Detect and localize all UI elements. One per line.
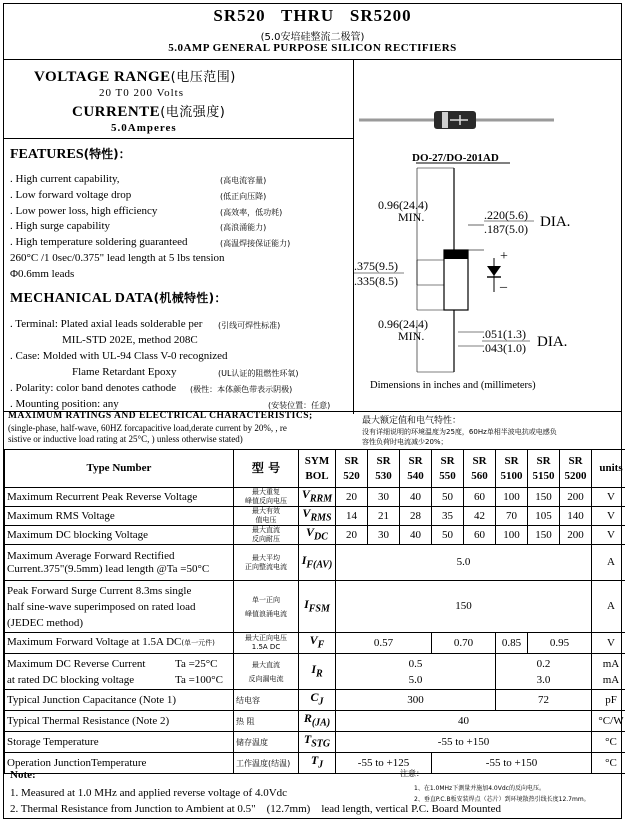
mech-polarity: . Polarity: color band denotes cathode — [10, 382, 177, 394]
body-length-min: .335(8.5) — [354, 274, 398, 288]
features-line-1: 260°C /1 0sec/0.375" lead length at 5 lbs tension — [10, 252, 225, 264]
page-subtitle: 5.0AMP GENERAL PURPOSE SILICON RECTIFIERS — [168, 42, 457, 54]
note-2-cn: 2、垂直P.C.B板安装焊点（芯片）到环境散热引线长度12.7mm。 — [414, 796, 590, 803]
symbol: V — [309, 633, 318, 648]
feature-text-cn: (高电流容量) — [220, 176, 267, 185]
row-label: half sine-wave superimposed on rated load — [7, 600, 196, 613]
value-cell: 40 — [400, 526, 432, 545]
row-label: (JEDEC method) — [7, 616, 84, 629]
unit-cell: mA — [602, 673, 620, 686]
symbol-header-1: SYM — [304, 454, 330, 467]
mech-title-cn: (机械特性)： — [153, 291, 227, 305]
row-label-cn: 工作温度(结温) — [234, 753, 299, 774]
row-label: Storage Temperature — [5, 732, 234, 753]
symbol-subscript: F(AV) — [306, 559, 333, 571]
value-cell: 60 — [464, 526, 496, 545]
feature-text-cn: (高温焊接保证能力) — [220, 239, 291, 249]
model-header — [528, 450, 560, 488]
body-dia-min: .187(5.0) — [484, 222, 528, 236]
value-cell: -55 to +125 — [336, 753, 432, 774]
datasheet-frame — [3, 3, 622, 819]
value-cell: 30 — [368, 488, 400, 507]
current-label-cn: (电流强度) — [160, 105, 226, 120]
unit-cell: V — [592, 633, 625, 654]
feature-text: . Low forward voltage drop — [10, 188, 132, 201]
value-cell: 5.0 — [408, 673, 423, 686]
model-header — [400, 450, 432, 488]
feature-text: . High temperature soldering guaranteed — [10, 236, 188, 249]
current-value: 5.0Amperes — [111, 122, 177, 134]
model-header — [336, 450, 368, 488]
row-label-condition: Ta =25°C — [175, 657, 218, 670]
model-prefix: SR — [472, 454, 487, 467]
symbol: V — [306, 525, 315, 540]
value-cell: 20 — [336, 526, 368, 545]
value-cell: 0.5 — [408, 657, 423, 670]
row-label-note-cn: (单一元件) — [181, 639, 215, 647]
row-label: Maximum Recurrent Peak Reverse Voltage — [5, 488, 234, 507]
symbol: V — [302, 506, 311, 521]
value-cell: 0.85 — [496, 633, 528, 654]
symbol: I — [311, 661, 316, 676]
row-label: Maximum DC Reverse Current — [7, 657, 146, 670]
table-row — [5, 633, 625, 654]
row-label-cn: 反向漏电流 — [248, 674, 284, 683]
model-header — [464, 450, 496, 488]
row-label-cn: 峰值反向电压 — [245, 497, 287, 505]
row-label-cn: 储存温度 — [234, 732, 299, 753]
row-label: Peak Forward Surge Current 8.3ms single — [7, 584, 192, 597]
divider — [4, 138, 353, 139]
model-number: 550 — [439, 469, 456, 482]
mech-terminal-2: MIL-STD 202E, method 208C — [62, 334, 198, 346]
feature-text: . High surge capability — [10, 220, 110, 233]
symbol-subscript: FSM — [308, 603, 330, 615]
note-1: 1. Measured at 1.0 MHz and applied reverse voltage of 4.0Vdc — [10, 787, 288, 799]
symbol-subscript: RMS — [310, 512, 332, 524]
model-prefix: SR — [536, 454, 551, 467]
ratings-line-2: (single-phase, half-wave, 60HZ forcapacitive load,derate current by 20%, , re — [8, 423, 287, 433]
row-label-cn: 最大平均 — [252, 553, 280, 562]
row-label-cn: 反向耐压 — [252, 535, 280, 543]
model-prefix: SR — [504, 454, 519, 467]
notes-title-cn: 注意： — [400, 769, 424, 778]
row-label-cn: 最大正向电压 — [245, 634, 287, 642]
value-cell: 30 — [368, 526, 400, 545]
row-label: Typical Junction Capacitance (Note 1) — [5, 690, 234, 711]
model-header — [432, 450, 464, 488]
value-cell: 20 — [336, 488, 368, 507]
model-number: 520 — [343, 469, 360, 482]
table-row — [5, 488, 625, 507]
value-cell: 0.57 — [336, 633, 432, 654]
feature-text-cn: (低正向压降) — [220, 191, 267, 201]
table-row — [5, 654, 625, 690]
page-subtitle-cn: (5.0安培硅整流二极管) — [260, 32, 365, 43]
units-header: units — [592, 450, 625, 488]
row-label: Typical Thermal Resistance (Note 2) — [5, 711, 234, 732]
value-cell: 72 — [496, 690, 592, 711]
value-cell: 150 — [336, 581, 592, 633]
dia-label-body: DIA. — [540, 214, 571, 230]
symbol: I — [304, 596, 309, 611]
note-1-cn: 1、在1.0MHz下测量并施加4.0Vdc的反向电压。 — [414, 785, 545, 792]
cathode-band — [444, 250, 468, 259]
model-prefix: SR — [408, 454, 423, 467]
symbol-subscript: RRM — [309, 493, 333, 505]
lead-min-bottom: MIN. — [398, 329, 425, 343]
table-row — [5, 526, 625, 545]
symbol: C — [310, 690, 319, 705]
type-number-header: Type Number — [5, 450, 234, 488]
feature-item — [10, 220, 350, 235]
value-cell: 28 — [400, 507, 432, 526]
symbol: T — [303, 732, 312, 747]
unit-cell: V — [592, 488, 625, 507]
model-header — [560, 450, 592, 488]
feature-text: . High current capability, — [10, 173, 120, 185]
symbol: V — [301, 487, 310, 502]
symbol: R — [303, 711, 312, 726]
value-cell: 40 — [400, 488, 432, 507]
voltage-range-value: 20 T0 200 Volts — [99, 87, 184, 99]
lead-min-top: MIN. — [398, 210, 425, 224]
voltage-range-label: VOLTAGE RANGE — [34, 69, 171, 85]
row-label-cn: 最大有效 — [252, 507, 280, 515]
unit-cell: pF — [592, 690, 625, 711]
row-label-cn: 最大直流 — [252, 660, 280, 669]
table-row — [5, 545, 625, 581]
value-cell: 70 — [496, 507, 528, 526]
value-cell: 35 — [432, 507, 464, 526]
feature-text-cn: (高效率，低功耗) — [220, 207, 283, 217]
unit-cell: A — [592, 581, 625, 633]
row-label: Maximum Average Forward Rectified — [7, 549, 175, 562]
row-label-cn: 最大直流 — [252, 526, 280, 534]
row-label: Current.375"(9.5mm) lead length @Ta =50°C — [7, 562, 210, 575]
symbol-header-2: BOL — [305, 469, 329, 482]
mech-mounting: . Mounting position: any — [10, 398, 119, 410]
note-2: 2. Thermal Resistance from Junction to Ambient at 0.5" (12.7mm) lead length, vertical P.C. Board Mounted — [10, 803, 501, 815]
lead-length-top: 0.96(24.4) — [378, 198, 428, 212]
unit-cell: A — [592, 545, 625, 581]
symbol-subscript: J — [318, 696, 324, 708]
row-label-cn: 结电容 — [234, 690, 299, 711]
features-title-cn: (特性)： — [83, 147, 131, 161]
dimensions-note: Dimensions in inches and (millimeters) — [370, 380, 536, 391]
body-length-max: .375(9.5) — [354, 259, 398, 273]
minus-sign: _ — [500, 275, 507, 290]
ratings-table — [4, 449, 625, 774]
value-cell: 300 — [336, 690, 496, 711]
table-row — [5, 690, 625, 711]
feature-item — [10, 173, 350, 188]
voltage-range-label-cn: (电压范围) — [170, 70, 236, 85]
value-cell: 50 — [432, 488, 464, 507]
mech-polarity-cn: (极性：本体颜色带表示阴极) — [190, 385, 293, 394]
cathode-band-photo — [442, 112, 448, 128]
features-title: FEATURES — [10, 147, 84, 162]
wire-dia-min: .043(1.0) — [482, 341, 526, 355]
plus-sign: + — [500, 249, 508, 264]
feature-text: . Low power loss, high efficiency — [10, 204, 158, 217]
table-header-row — [5, 450, 625, 488]
model-number: 560 — [471, 469, 488, 482]
symbol: I — [301, 552, 307, 567]
table-row — [5, 507, 625, 526]
mech-case-2: Flame Retardant Epoxy — [72, 366, 177, 378]
feature-text-cn: (高浪涌能力) — [220, 223, 267, 233]
symbol-subscript: DC — [314, 531, 328, 543]
model-prefix: SR — [344, 454, 359, 467]
value-cell: 60 — [464, 488, 496, 507]
value-cell: 0.2 — [536, 657, 551, 670]
unit-cell: mA — [602, 657, 620, 670]
unit-cell: °C — [592, 732, 625, 753]
row-label: Maximum Forward Voltage at 1.5A DC — [7, 636, 182, 648]
row-label-cn: 最大重复 — [252, 488, 280, 496]
table-row — [5, 581, 625, 633]
model-number: 540 — [407, 469, 424, 482]
unit-cell: °C/W — [592, 711, 625, 732]
model-prefix: SR — [568, 454, 583, 467]
symbol-subscript: F — [317, 639, 325, 651]
notes-title: Note: — [10, 769, 36, 781]
lead-length-bottom: 0.96(24.4) — [378, 317, 428, 331]
symbol-subscript: J — [318, 759, 324, 771]
value-cell: 21 — [368, 507, 400, 526]
page-title: SR520 THRU SR5200 — [213, 6, 412, 25]
model-prefix: SR — [440, 454, 455, 467]
current-label: CURRENTE — [72, 104, 161, 120]
value-cell: 40 — [336, 711, 592, 732]
row-label-cn: 值电压 — [255, 516, 277, 524]
ratings-line-3-cn: 容性负荷时电流减少20%； — [362, 438, 448, 446]
ratings-title: MAXIMUM RATINGS AND ELECTRICAL CHARACTERISTICS; — [8, 411, 313, 421]
value-cell: 140 — [560, 507, 592, 526]
mech-mounting-cn: (安装位置：任意) — [268, 401, 331, 410]
row-label-cn: 峰值浪涌电流 — [245, 609, 287, 618]
value-cell: 50 — [432, 526, 464, 545]
value-cell: 0.70 — [432, 633, 496, 654]
value-cell: 5.0 — [336, 545, 592, 581]
mech-case-cn: (UL认证的阻燃性环氧) — [218, 369, 299, 378]
table-row — [5, 732, 625, 753]
body-dia-max: .220(5.6) — [484, 208, 528, 222]
value-cell: 14 — [336, 507, 368, 526]
symbol-subscript: R — [316, 668, 323, 680]
value-cell: 100 — [496, 526, 528, 545]
ratings-title-cn: 最大额定值和电气特性： — [362, 416, 462, 426]
unit-cell: °C — [592, 753, 625, 774]
model-number: 530 — [375, 469, 392, 482]
value-cell: 200 — [560, 488, 592, 507]
feature-item — [10, 205, 350, 220]
unit-cell: V — [592, 526, 625, 545]
model-header — [496, 450, 528, 488]
mech-terminal-cn: (引线可焊性标准) — [218, 321, 281, 330]
model-number: 5200 — [564, 469, 587, 482]
row-label-cn: 1.5A DC — [251, 643, 281, 651]
mech-terminal: . Terminal: Plated axial leads solderable per — [10, 318, 203, 330]
value-cell: 42 — [464, 507, 496, 526]
value-cell: 150 — [528, 526, 560, 545]
value-cell: -55 to +150 — [432, 753, 592, 774]
table-row — [5, 753, 625, 774]
ratings-line-3: sistive or inductive load rating at 25°C, ) unless otherwise stated) — [8, 434, 243, 444]
row-label-cn: 热 阻 — [234, 711, 299, 732]
symbol-subscript: STG — [311, 738, 331, 750]
wire-dia-max: .051(1.3) — [482, 327, 526, 341]
row-label: at rated DC blocking voltage — [7, 673, 135, 686]
model-number: 5150 — [532, 469, 555, 482]
value-cell: 0.95 — [528, 633, 592, 654]
package-diagram — [354, 60, 620, 412]
ratings-line-2-cn: 没有详细说明的环境温度为25度，60Hz单相半波电抗或电感负 — [362, 428, 557, 436]
row-label: Maximum RMS Voltage — [5, 507, 234, 526]
type-number-header-cn: 型 号 — [234, 450, 299, 488]
features-line-2: Φ0.6mm leads — [10, 268, 75, 280]
mech-title: MECHANICAL DATA — [10, 291, 154, 306]
model-number: 5100 — [500, 469, 523, 482]
symbol-subscript: (JA) — [311, 717, 331, 729]
value-cell: -55 to +150 — [336, 732, 592, 753]
package-label: DO-27/DO-201AD — [412, 152, 499, 164]
value-cell: 150 — [528, 488, 560, 507]
table-row — [5, 711, 625, 732]
row-label: Operation JunctionTemperature — [5, 753, 234, 774]
row-label-cn: 正向整流电流 — [245, 562, 287, 571]
row-label-cn: 单一正向 — [252, 595, 280, 604]
model-header — [368, 450, 400, 488]
unit-cell: V — [592, 507, 625, 526]
row-label-condition: Ta =100°C — [175, 673, 224, 686]
value-cell: 200 — [560, 526, 592, 545]
model-prefix: SR — [376, 454, 391, 467]
row-label: Maximum DC blocking Voltage — [5, 526, 234, 545]
dia-label-wire: DIA. — [537, 334, 568, 350]
value-cell: 100 — [496, 488, 528, 507]
symbol: T — [310, 753, 319, 768]
feature-item — [10, 236, 350, 251]
feature-item — [10, 189, 350, 204]
value-cell: 3.0 — [536, 673, 551, 686]
mech-case: . Case: Molded with UL-94 Class V-0 recognized — [10, 350, 228, 362]
value-cell: 105 — [528, 507, 560, 526]
